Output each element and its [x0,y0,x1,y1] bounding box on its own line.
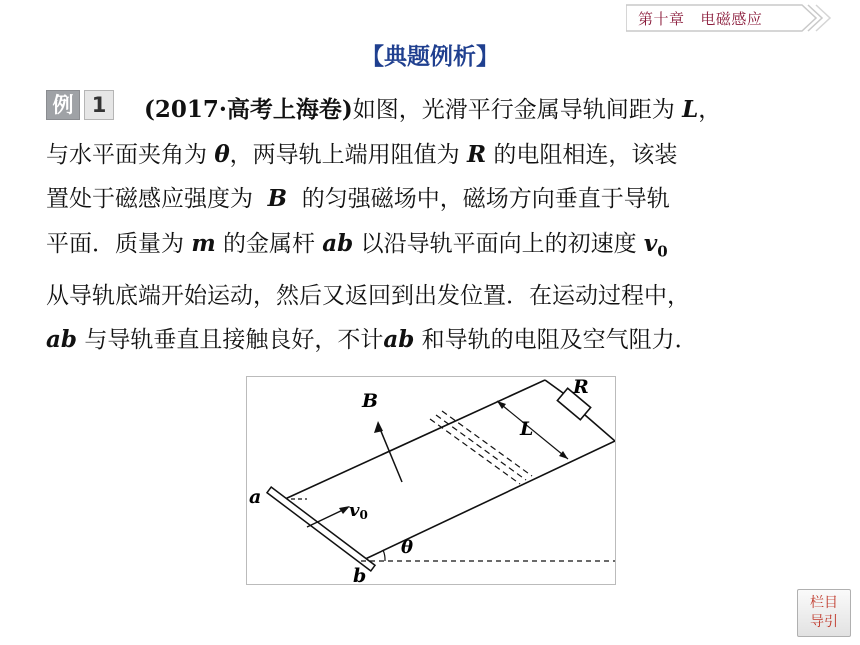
chapter-number: 第十章 [638,10,685,28]
problem-line-3 [46,177,820,222]
dashed-rod-1 [430,419,520,484]
upper-rail [285,380,545,499]
var-v: v [643,229,658,257]
text-span: 的电阻相连，该装 [493,141,678,168]
label-v-subscript: 0 [359,508,368,522]
text-span: 如图，光滑平行金属导轨间距为 [352,97,675,123]
var-B: B [267,185,288,212]
var-ab: ab [46,326,77,354]
text-span: 平面．质量为 [46,230,184,257]
problem-line-4 [46,222,820,274]
chapter-tab [626,4,832,32]
problem-line-2 [46,133,820,178]
text-span: ，两导轨上端用阻值为 [229,141,460,168]
rail-diagram-svg [247,377,615,584]
section-nav-button[interactable] [797,589,851,637]
text-span: 的匀强磁场中，磁场方向垂直于导轨 [301,186,670,212]
var-theta: θ [214,140,230,168]
problem-source: (2017·高考上海卷) [144,96,353,123]
text-span: 置处于磁感应强度为 [46,186,253,212]
dashed-rod-2 [436,415,526,480]
rail-diagram [246,376,616,585]
example-badge-label: 例 [46,90,80,120]
problem-text [46,88,820,363]
text-span: 以沿导轨平面向上的初速度 [360,230,637,257]
text-span: 和导轨的电阻及空气阻力． [421,327,698,354]
label-b: b [353,565,367,584]
example-badge-number: 1 [84,90,114,120]
text-span: 的金属杆 [222,230,315,257]
label-v0 [349,500,368,522]
text-span: 从导轨底端开始运动，然后又返回到出发位置．在运动过程中， [46,282,690,309]
label-R: R [573,377,589,398]
problem-line-6 [46,318,820,363]
label-L: L [520,418,534,440]
var-m: m [191,229,216,257]
wire-upper [545,380,563,393]
section-heading: 【典题例析】 [361,44,499,70]
label-B: B [362,390,379,412]
field-arrowhead [374,421,383,433]
text-span: 与水平面夹角为 [46,141,207,168]
field-arrow [378,424,402,482]
chapter-title: 电磁感应 [700,10,763,28]
text-span: ， [698,97,722,123]
lower-rail [361,441,615,561]
nav-line-1: 栏目 [810,595,838,611]
var-L: L [682,96,699,123]
wire-lower [585,415,615,441]
text-span: 与导轨垂直且接触良好，不计 [84,327,384,354]
nav-line-2: 导引 [810,614,838,630]
label-v: v [349,500,360,521]
label-theta: θ [401,537,414,558]
var-v-subscript: 0 [657,242,668,261]
problem-line-5 [46,274,820,319]
var-ab: ab [383,326,415,354]
label-a: a [249,486,262,508]
problem-line-1 [46,88,820,133]
chapter-label [638,8,762,29]
var-ab: ab [322,229,354,257]
angle-arc [383,550,385,561]
var-R: R [466,140,487,168]
